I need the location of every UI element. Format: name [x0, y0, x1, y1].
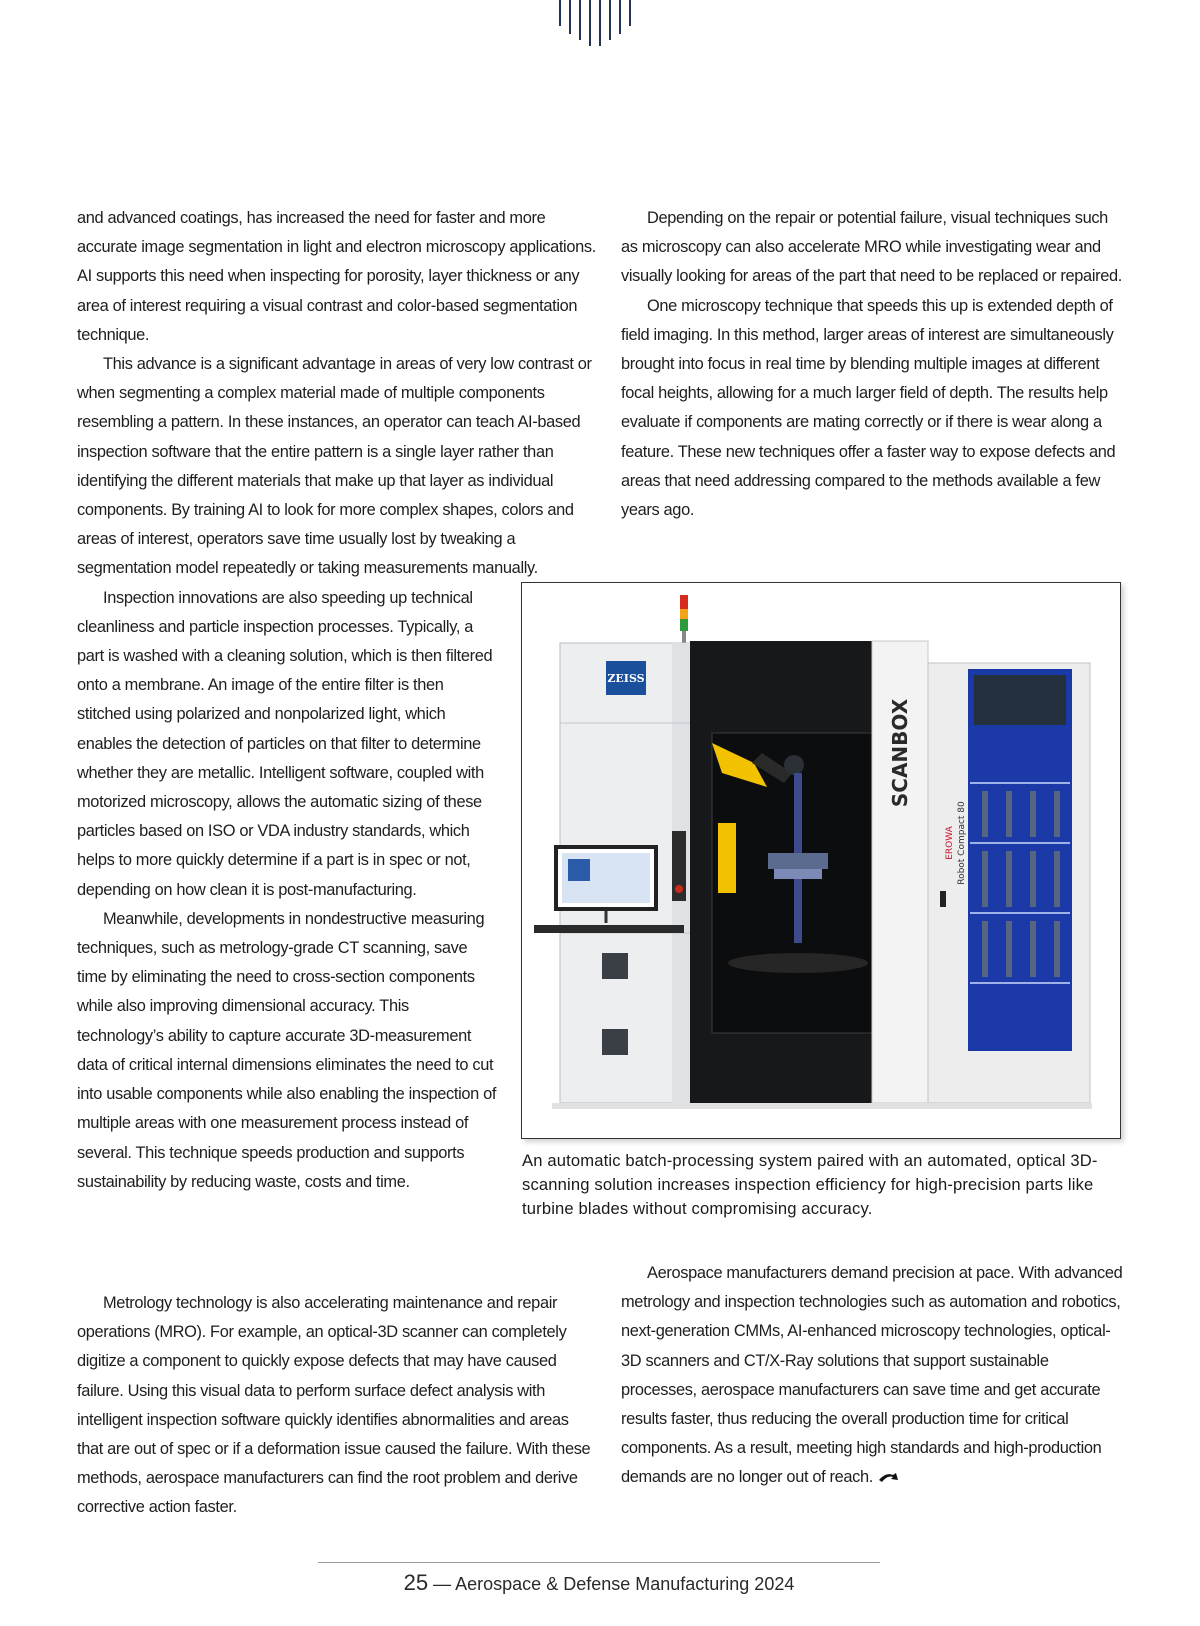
article-column-left [77, 204, 597, 1197]
footer-divider [318, 1562, 880, 1563]
erowa-logo: EROWA [945, 826, 955, 860]
product-photo-figure [521, 582, 1121, 1139]
footer-separator: — [433, 1574, 452, 1594]
article-column-right-bottom [621, 1259, 1127, 1493]
robot-model-label: Robot Compact 80 [957, 801, 967, 885]
paragraph [621, 1259, 1127, 1493]
page-number: 25 [403, 1570, 429, 1595]
paragraph: and advanced coatings, has increased the need for faster and more accurate image segmentation in light and electron microscopy applications. AI supports this need when inspecting for porosity, layer thickness or any area of interest requiring a visual contrast and color-based segmentation technique. [77, 209, 596, 344]
paragraph: Meanwhile, developments in nondestructive measuring techniques, such as metrology-grade CT scanning, save time by eliminating the need to cross-section components while also improving dimensional accuracy. This technology’s ability to capture accurate 3D-measurement data of critical internal dimensions eliminates the need to cut into usable components while also enabling the inspection of multiple areas with one measurement process instead of several. This technique speeds production and supports sustainability by reducing waste, costs and time. [77, 909, 497, 1191]
article-column-right [621, 204, 1127, 525]
paragraph: One microscopy technique that speeds this up is extended depth of field imaging. In this method, larger areas of interest are simultaneously brought into focus in real time by blending multiple images at different focal heights, allowing for a much larger field of depth. The results help evaluate if components are mating correctly or if there is wear along a feature. These new techniques offer a faster way to expose defects and areas that need addressing compared to the methods available a few years ago. [621, 296, 1116, 520]
closing-paragraph-text: Aerospace manufacturers demand precision at pace. With advanced metrology and inspection technologies such as automation and robotics, next-generation CMMs, AI-enhanced microscopy technologies, optical-3D scanners and CT/X-Ray solutions that support sustainable processes, aerospace manufacturers can save time and get accurate results faster, thus reducing the overall production time for critical components. As a result, meeting high standards and high-production demands are no longer out of reach. [621, 1264, 1123, 1487]
figure-caption: An automatic batch-processing system paired with an automated, optical 3D-scanning solution increases inspection efficiency for high-precision parts like turbine blades without compromising accuracy. [522, 1151, 1098, 1218]
article-column-left-bottom [77, 1289, 597, 1523]
page-footer [318, 1570, 880, 1596]
scanbox-label: SCANBOX [888, 698, 912, 808]
paragraph: This advance is a significant advantage in areas of very low contrast or when segmenting a complex material made of multiple components resembling a pattern. In these instances, an operator can teach AI-based inspection software that the entire pattern is a single layer rather than identifying the different materials that make up that layer as individual components. By training AI to look for more complex shapes, colors and areas of interest, operators save time usually lost by tweaking a segmentation model repeatedly or taking measurements manually. [77, 355, 592, 578]
header-stripes-decoration [558, 0, 642, 48]
paragraph: Metrology technology is also accelerating maintenance and repair operations (MRO). For example, an optical-3D scanner can completely digitize a component to quickly expose defects that may have caused failure. Using this visual data to perform surface defect analysis with intelligent inspection software quickly identifies abnormalities and areas that are out of spec or if a deformation issue caused the failure. With these methods, aerospace manufacturers can find the root problem and derive corrective action faster. [77, 1294, 591, 1517]
paragraph: Inspection innovations are also speeding up technical cleanliness and particle inspection processes. Typically, a part is washed with a cleaning solution, which is then filtered onto a membrane. An image of the entire filter is then stitched using polarized and nonpolarized light, which enables the detection of particles on that filter to determine whether they are metallic. Intelligent software, coupled with motorized microscopy, allows the automatic sizing of these particles based on ISO or VDA industry standards, which helps to more quickly determine if a part is in spec or not, depending on how clean it is post-manufacturing. [77, 588, 493, 899]
scanbox-illustration [522, 583, 1120, 1138]
paragraph: Depending on the repair or potential failure, visual techniques such as microscopy can also accelerate MRO while investigating wear and visually looking for areas of the part that need to be replaced or repaired. [621, 209, 1122, 286]
zeiss-logo: ZEISS [607, 672, 645, 685]
publication-title: Aerospace & Defense Manufacturing 2024 [455, 1574, 795, 1594]
article-end-icon [877, 1471, 901, 1485]
